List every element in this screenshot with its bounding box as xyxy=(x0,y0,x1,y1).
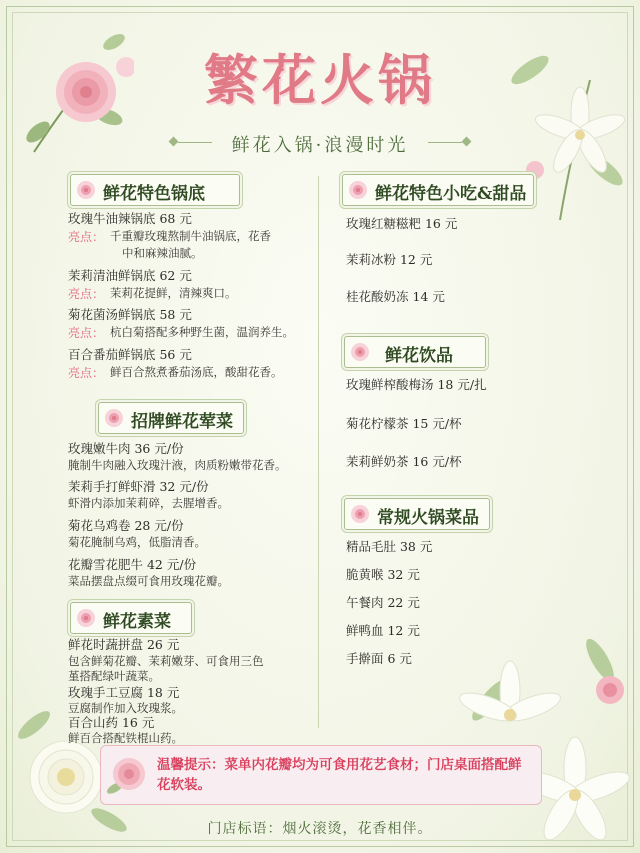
highlight-key: 亮点： xyxy=(68,230,105,244)
section-title-veg: 鲜花素菜 xyxy=(103,612,171,632)
section-title-snack: 鲜花特色小吃&甜品 xyxy=(375,184,527,204)
section-title-meat: 招牌鲜花荤菜 xyxy=(131,412,233,432)
footer-slogan: 门店标语：烟火滚烫，花香相伴。 xyxy=(207,821,433,837)
base-item-3-name: 菊花菌汤鲜锅底 58 元 xyxy=(68,307,192,322)
base-item-4-name: 百合番茄鲜锅底 56 元 xyxy=(68,347,192,362)
regular-item-1: 精品毛肚 38 元 xyxy=(346,539,433,554)
rose-icon xyxy=(107,754,149,796)
section-header-snack xyxy=(342,174,534,206)
regular-item-4: 鲜鸭血 12 元 xyxy=(346,623,420,638)
menu-title: 繁花火锅 xyxy=(204,48,436,112)
base-item-1-desc-line-1: 千重瓣玫瑰熬制牛油锅底，花香 xyxy=(110,229,271,243)
meat-item-4-desc: 菜品摆盘点缀可食用玫瑰花瓣。 xyxy=(68,574,229,588)
tip-text: 温馨提示：菜单内花瓣均为可食用花艺食材；门店桌面搭配鲜花软装。 xyxy=(157,757,522,793)
drink-item-2: 菊花柠檬茶 15 元/杯 xyxy=(346,416,462,431)
regular-item-3: 午餐肉 22 元 xyxy=(346,595,420,610)
base-item-3-desc: 杭白菊搭配多种野生菌，温润养生。 xyxy=(110,325,294,339)
veg-item-3-name: 百合山药 16 元 xyxy=(68,715,155,730)
flower-icon xyxy=(76,608,96,628)
flower-icon xyxy=(348,180,368,200)
tip-box xyxy=(100,745,542,805)
drink-item-1: 玫瑰鲜榨酸梅汤 18 元/扎 xyxy=(346,377,487,392)
flower-icon xyxy=(76,180,96,200)
menu-subtitle: 鲜花入锅·浪漫时光 xyxy=(231,135,409,156)
section-header-regular xyxy=(344,498,490,530)
base-item-3-highlight xyxy=(68,324,104,342)
subtitle-right-line xyxy=(428,142,462,143)
column-divider xyxy=(318,176,319,728)
flower-icon xyxy=(104,408,124,428)
base-item-4-highlight xyxy=(68,364,104,382)
veg-item-3-desc: 鲜百合搭配铁棍山药。 xyxy=(68,731,183,745)
base-item-2-desc: 茉莉花提鲜，清辣爽口。 xyxy=(110,286,237,300)
flower-icon xyxy=(350,342,370,362)
regular-item-5: 手擀面 6 元 xyxy=(346,651,412,666)
veg-item-2-name: 玫瑰手工豆腐 18 元 xyxy=(68,685,180,700)
meat-item-4-name: 花瓣雪花肥牛 42 元/份 xyxy=(68,557,197,572)
meat-item-1-desc: 腌制牛肉融入玫瑰汁液，肉质粉嫩带花香。 xyxy=(68,458,287,472)
section-title-drink: 鲜花饮品 xyxy=(385,346,453,366)
snack-item-3: 桂花酸奶冻 14 元 xyxy=(346,289,445,304)
meat-item-3-desc: 菊花腌制乌鸡，低脂清香。 xyxy=(68,535,206,549)
snack-item-2: 茉莉冰粉 12 元 xyxy=(346,252,433,267)
section-header-veg xyxy=(70,602,192,634)
section-header-drink xyxy=(344,336,486,368)
veg-item-1-desc-line-2: 堇搭配绿叶蔬菜。 xyxy=(68,669,160,683)
base-item-2-name: 茉莉清油鲜锅底 62 元 xyxy=(68,268,192,283)
veg-item-1-desc-line-1: 包含鲜菊花瓣、茉莉嫩芽、可食用三色 xyxy=(68,654,264,668)
veg-item-2-desc: 豆腐制作加入玫瑰浆。 xyxy=(68,701,183,715)
base-item-4-desc: 鲜百合熬煮番茄汤底，酸甜花香。 xyxy=(110,365,283,379)
base-item-1-desc-line-2: 中和麻辣油腻。 xyxy=(122,246,203,260)
section-title-regular: 常规火锅菜品 xyxy=(377,508,479,528)
meat-item-3-name: 菊花乌鸡卷 28 元/份 xyxy=(68,518,184,533)
snack-item-1: 玫瑰红糖糍粑 16 元 xyxy=(346,216,458,231)
drink-item-3: 茉莉鲜奶茶 16 元/杯 xyxy=(346,454,462,469)
lily-bottomright-decoration xyxy=(450,600,635,845)
highlight-key: 亮点： xyxy=(68,287,105,301)
base-item-2-highlight xyxy=(68,285,104,303)
base-item-1-name: 玫瑰牛油辣锅底 68 元 xyxy=(68,211,192,226)
meat-item-1-name: 玫瑰嫩牛肉 36 元/份 xyxy=(68,441,184,456)
base-item-1-highlight xyxy=(68,228,104,246)
section-header-meat xyxy=(98,402,244,434)
section-title-base: 鲜花特色锅底 xyxy=(103,184,205,204)
highlight-key: 亮点： xyxy=(68,326,105,340)
meat-item-2-desc: 虾滑内添加茉莉碎，去腥增香。 xyxy=(68,496,229,510)
veg-item-1-name: 鲜花时蔬拼盘 26 元 xyxy=(68,637,180,652)
regular-item-2: 脆黄喉 32 元 xyxy=(346,567,420,582)
meat-item-2-name: 茉莉手打鲜虾滑 32 元/份 xyxy=(68,479,209,494)
flower-icon xyxy=(350,504,370,524)
highlight-key: 亮点： xyxy=(68,366,105,380)
section-header-base xyxy=(70,174,240,206)
